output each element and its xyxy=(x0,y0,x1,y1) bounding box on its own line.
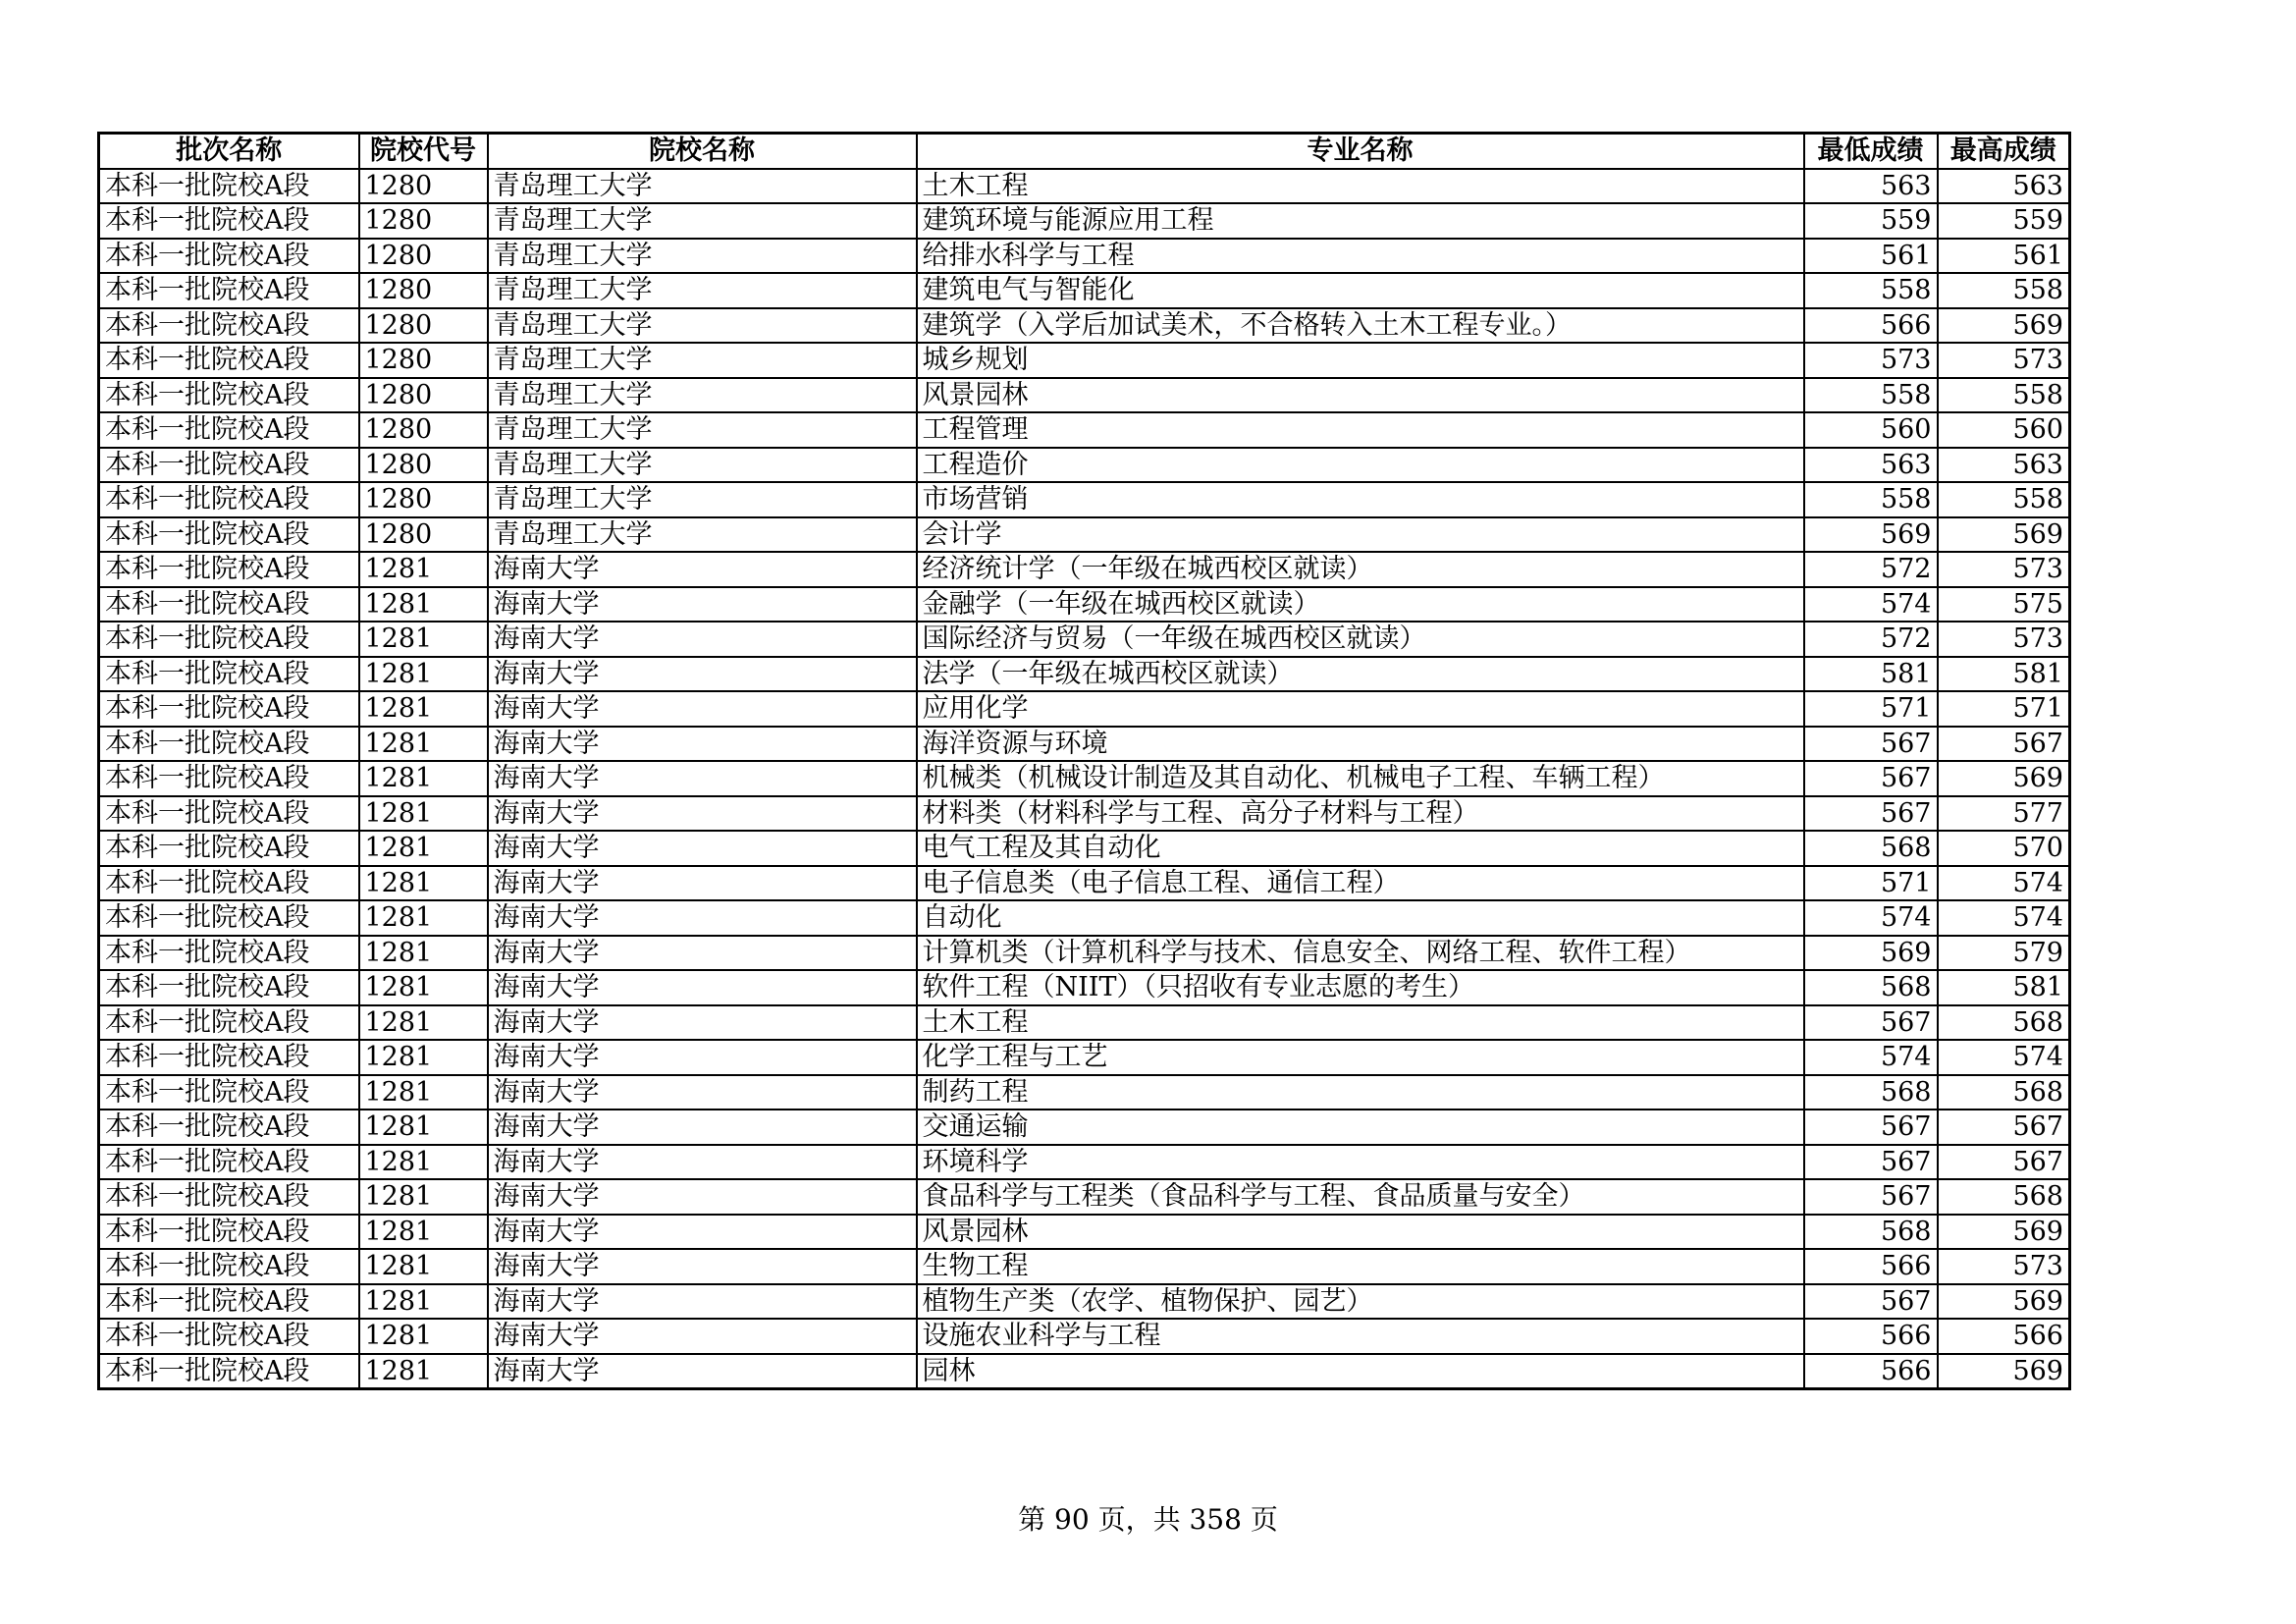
major-name-cell: 金融学（一年级在城西校区就读） xyxy=(917,587,1804,623)
max-score-cell: 569 xyxy=(1938,761,2070,796)
table-row xyxy=(99,273,2070,308)
max-score-cell: 567 xyxy=(1938,1145,2070,1180)
major-name-cell: 土木工程 xyxy=(917,1005,1804,1041)
batch-name-cell: 本科一批院校A段 xyxy=(99,1145,359,1180)
batch-name-cell: 本科一批院校A段 xyxy=(99,831,359,866)
min-score-cell: 566 xyxy=(1804,1354,1938,1389)
school-code-cell: 1280 xyxy=(359,448,488,483)
school-name-cell: 海南大学 xyxy=(488,1075,917,1110)
table-row xyxy=(99,482,2070,517)
batch-name-cell: 本科一批院校A段 xyxy=(99,796,359,832)
max-score-cell: 571 xyxy=(1938,691,2070,727)
school-name-cell: 海南大学 xyxy=(488,657,917,692)
school-name-cell: 海南大学 xyxy=(488,1110,917,1145)
max-score-cell: 568 xyxy=(1938,1075,2070,1110)
school-name-cell: 青岛理工大学 xyxy=(488,203,917,239)
admission-score-table xyxy=(97,132,2071,1390)
max-score-cell: 575 xyxy=(1938,587,2070,623)
school-name-cell: 海南大学 xyxy=(488,900,917,936)
batch-name-cell: 本科一批院校A段 xyxy=(99,552,359,587)
table-row xyxy=(99,1179,2070,1215)
major-name-cell: 经济统计学（一年级在城西校区就读） xyxy=(917,552,1804,587)
max-score-cell: 581 xyxy=(1938,657,2070,692)
max-score-cell: 558 xyxy=(1938,273,2070,308)
table-row xyxy=(99,691,2070,727)
min-score-cell: 567 xyxy=(1804,1145,1938,1180)
major-name-cell: 交通运输 xyxy=(917,1110,1804,1145)
max-score-cell: 574 xyxy=(1938,1040,2070,1075)
col-header-major-name: 专业名称 xyxy=(917,134,1804,169)
page-number-footer: 第 90 页，共 358 页 xyxy=(1018,1503,1278,1536)
min-score-cell: 563 xyxy=(1804,169,1938,204)
table-row xyxy=(99,900,2070,936)
major-name-cell: 建筑环境与能源应用工程 xyxy=(917,203,1804,239)
table-row xyxy=(99,517,2070,553)
min-score-cell: 566 xyxy=(1804,1319,1938,1354)
major-name-cell: 应用化学 xyxy=(917,691,1804,727)
major-name-cell: 植物生产类（农学、植物保护、园艺） xyxy=(917,1284,1804,1320)
major-name-cell: 化学工程与工艺 xyxy=(917,1040,1804,1075)
school-code-cell: 1281 xyxy=(359,1005,488,1041)
table-row xyxy=(99,622,2070,657)
min-score-cell: 581 xyxy=(1804,657,1938,692)
school-code-cell: 1281 xyxy=(359,1284,488,1320)
school-code-cell: 1281 xyxy=(359,1040,488,1075)
major-name-cell: 机械类（机械设计制造及其自动化、机械电子工程、车辆工程） xyxy=(917,761,1804,796)
school-code-cell: 1281 xyxy=(359,1145,488,1180)
school-code-cell: 1280 xyxy=(359,482,488,517)
batch-name-cell: 本科一批院校A段 xyxy=(99,691,359,727)
max-score-cell: 569 xyxy=(1938,1284,2070,1320)
table-row xyxy=(99,866,2070,901)
school-name-cell: 海南大学 xyxy=(488,552,917,587)
major-name-cell: 设施农业科学与工程 xyxy=(917,1319,1804,1354)
max-score-cell: 563 xyxy=(1938,169,2070,204)
table-row xyxy=(99,1249,2070,1284)
batch-name-cell: 本科一批院校A段 xyxy=(99,169,359,204)
min-score-cell: 574 xyxy=(1804,1040,1938,1075)
school-name-cell: 青岛理工大学 xyxy=(488,169,917,204)
batch-name-cell: 本科一批院校A段 xyxy=(99,1249,359,1284)
batch-name-cell: 本科一批院校A段 xyxy=(99,1215,359,1250)
school-name-cell: 海南大学 xyxy=(488,1249,917,1284)
max-score-cell: 570 xyxy=(1938,831,2070,866)
school-code-cell: 1281 xyxy=(359,831,488,866)
col-header-batch-name: 批次名称 xyxy=(99,134,359,169)
max-score-cell: 558 xyxy=(1938,378,2070,413)
table-row xyxy=(99,1284,2070,1320)
school-name-cell: 海南大学 xyxy=(488,1354,917,1389)
school-code-cell: 1280 xyxy=(359,169,488,204)
major-name-cell: 电气工程及其自动化 xyxy=(917,831,1804,866)
max-score-cell: 558 xyxy=(1938,482,2070,517)
min-score-cell: 567 xyxy=(1804,761,1938,796)
school-code-cell: 1281 xyxy=(359,1354,488,1389)
min-score-cell: 568 xyxy=(1804,831,1938,866)
min-score-cell: 567 xyxy=(1804,1110,1938,1145)
min-score-cell: 568 xyxy=(1804,1075,1938,1110)
col-header-school-name: 院校名称 xyxy=(488,134,917,169)
school-name-cell: 青岛理工大学 xyxy=(488,343,917,378)
school-name-cell: 海南大学 xyxy=(488,831,917,866)
major-name-cell: 风景园林 xyxy=(917,378,1804,413)
batch-name-cell: 本科一批院校A段 xyxy=(99,343,359,378)
min-score-cell: 559 xyxy=(1804,203,1938,239)
max-score-cell: 568 xyxy=(1938,1005,2070,1041)
school-name-cell: 海南大学 xyxy=(488,587,917,623)
school-code-cell: 1280 xyxy=(359,239,488,274)
max-score-cell: 559 xyxy=(1938,203,2070,239)
table-row xyxy=(99,727,2070,762)
table-row xyxy=(99,552,2070,587)
batch-name-cell: 本科一批院校A段 xyxy=(99,761,359,796)
batch-name-cell: 本科一批院校A段 xyxy=(99,517,359,553)
min-score-cell: 560 xyxy=(1804,412,1938,448)
min-score-cell: 566 xyxy=(1804,308,1938,344)
school-code-cell: 1280 xyxy=(359,517,488,553)
batch-name-cell: 本科一批院校A段 xyxy=(99,587,359,623)
batch-name-cell: 本科一批院校A段 xyxy=(99,622,359,657)
min-score-cell: 563 xyxy=(1804,448,1938,483)
school-code-cell: 1281 xyxy=(359,866,488,901)
min-score-cell: 574 xyxy=(1804,900,1938,936)
col-header-min-score: 最低成绩 xyxy=(1804,134,1938,169)
col-header-school-code: 院校代号 xyxy=(359,134,488,169)
school-code-cell: 1281 xyxy=(359,552,488,587)
batch-name-cell: 本科一批院校A段 xyxy=(99,1005,359,1041)
min-score-cell: 558 xyxy=(1804,482,1938,517)
table-row xyxy=(99,587,2070,623)
school-code-cell: 1280 xyxy=(359,273,488,308)
table-row xyxy=(99,1005,2070,1041)
major-name-cell: 材料类（材料科学与工程、高分子材料与工程） xyxy=(917,796,1804,832)
min-score-cell: 567 xyxy=(1804,796,1938,832)
max-score-cell: 581 xyxy=(1938,970,2070,1005)
major-name-cell: 土木工程 xyxy=(917,169,1804,204)
school-name-cell: 海南大学 xyxy=(488,936,917,971)
school-name-cell: 海南大学 xyxy=(488,1145,917,1180)
batch-name-cell: 本科一批院校A段 xyxy=(99,1354,359,1389)
min-score-cell: 573 xyxy=(1804,343,1938,378)
batch-name-cell: 本科一批院校A段 xyxy=(99,308,359,344)
major-name-cell: 法学（一年级在城西校区就读） xyxy=(917,657,1804,692)
max-score-cell: 567 xyxy=(1938,727,2070,762)
major-name-cell: 给排水科学与工程 xyxy=(917,239,1804,274)
major-name-cell: 食品科学与工程类（食品科学与工程、食品质量与安全） xyxy=(917,1179,1804,1215)
min-score-cell: 567 xyxy=(1804,1284,1938,1320)
batch-name-cell: 本科一批院校A段 xyxy=(99,900,359,936)
min-score-cell: 571 xyxy=(1804,866,1938,901)
major-name-cell: 风景园林 xyxy=(917,1215,1804,1250)
major-name-cell: 城乡规划 xyxy=(917,343,1804,378)
school-code-cell: 1281 xyxy=(359,1249,488,1284)
major-name-cell: 海洋资源与环境 xyxy=(917,727,1804,762)
max-score-cell: 573 xyxy=(1938,1249,2070,1284)
max-score-cell: 574 xyxy=(1938,900,2070,936)
school-name-cell: 青岛理工大学 xyxy=(488,308,917,344)
school-name-cell: 海南大学 xyxy=(488,970,917,1005)
major-name-cell: 制药工程 xyxy=(917,1075,1804,1110)
school-code-cell: 1281 xyxy=(359,936,488,971)
major-name-cell: 生物工程 xyxy=(917,1249,1804,1284)
batch-name-cell: 本科一批院校A段 xyxy=(99,1179,359,1215)
school-code-cell: 1281 xyxy=(359,900,488,936)
max-score-cell: 574 xyxy=(1938,866,2070,901)
school-code-cell: 1281 xyxy=(359,1215,488,1250)
table-row xyxy=(99,796,2070,832)
batch-name-cell: 本科一批院校A段 xyxy=(99,448,359,483)
school-code-cell: 1281 xyxy=(359,727,488,762)
school-name-cell: 青岛理工大学 xyxy=(488,412,917,448)
min-score-cell: 558 xyxy=(1804,273,1938,308)
max-score-cell: 573 xyxy=(1938,622,2070,657)
major-name-cell: 自动化 xyxy=(917,900,1804,936)
table-row xyxy=(99,448,2070,483)
school-code-cell: 1281 xyxy=(359,657,488,692)
max-score-cell: 577 xyxy=(1938,796,2070,832)
school-name-cell: 海南大学 xyxy=(488,1215,917,1250)
school-code-cell: 1281 xyxy=(359,1110,488,1145)
max-score-cell: 569 xyxy=(1938,517,2070,553)
batch-name-cell: 本科一批院校A段 xyxy=(99,866,359,901)
major-name-cell: 工程管理 xyxy=(917,412,1804,448)
school-name-cell: 青岛理工大学 xyxy=(488,239,917,274)
major-name-cell: 园林 xyxy=(917,1354,1804,1389)
batch-name-cell: 本科一批院校A段 xyxy=(99,936,359,971)
table-row xyxy=(99,412,2070,448)
table-header-row xyxy=(99,134,2070,169)
school-code-cell: 1281 xyxy=(359,1075,488,1110)
major-name-cell: 会计学 xyxy=(917,517,1804,553)
school-name-cell: 青岛理工大学 xyxy=(488,482,917,517)
school-name-cell: 海南大学 xyxy=(488,1284,917,1320)
school-code-cell: 1281 xyxy=(359,1319,488,1354)
batch-name-cell: 本科一批院校A段 xyxy=(99,1075,359,1110)
major-name-cell: 建筑学（入学后加试美术，不合格转入土木工程专业。） xyxy=(917,308,1804,344)
batch-name-cell: 本科一批院校A段 xyxy=(99,239,359,274)
batch-name-cell: 本科一批院校A段 xyxy=(99,657,359,692)
min-score-cell: 574 xyxy=(1804,587,1938,623)
school-code-cell: 1281 xyxy=(359,970,488,1005)
school-name-cell: 海南大学 xyxy=(488,1179,917,1215)
table-row xyxy=(99,936,2070,971)
col-header-max-score: 最高成绩 xyxy=(1938,134,2070,169)
school-name-cell: 海南大学 xyxy=(488,727,917,762)
major-name-cell: 工程造价 xyxy=(917,448,1804,483)
batch-name-cell: 本科一批院校A段 xyxy=(99,273,359,308)
major-name-cell: 电子信息类（电子信息工程、通信工程） xyxy=(917,866,1804,901)
school-name-cell: 海南大学 xyxy=(488,691,917,727)
table-row xyxy=(99,343,2070,378)
school-code-cell: 1281 xyxy=(359,587,488,623)
min-score-cell: 568 xyxy=(1804,1215,1938,1250)
school-name-cell: 海南大学 xyxy=(488,866,917,901)
min-score-cell: 561 xyxy=(1804,239,1938,274)
batch-name-cell: 本科一批院校A段 xyxy=(99,1110,359,1145)
max-score-cell: 569 xyxy=(1938,308,2070,344)
school-name-cell: 海南大学 xyxy=(488,622,917,657)
major-name-cell: 环境科学 xyxy=(917,1145,1804,1180)
max-score-cell: 568 xyxy=(1938,1179,2070,1215)
table-row xyxy=(99,1110,2070,1145)
school-code-cell: 1280 xyxy=(359,378,488,413)
batch-name-cell: 本科一批院校A段 xyxy=(99,482,359,517)
school-code-cell: 1281 xyxy=(359,622,488,657)
school-code-cell: 1281 xyxy=(359,1179,488,1215)
min-score-cell: 569 xyxy=(1804,936,1938,971)
school-name-cell: 青岛理工大学 xyxy=(488,448,917,483)
batch-name-cell: 本科一批院校A段 xyxy=(99,203,359,239)
min-score-cell: 567 xyxy=(1804,727,1938,762)
school-name-cell: 海南大学 xyxy=(488,1319,917,1354)
table-row xyxy=(99,831,2070,866)
batch-name-cell: 本科一批院校A段 xyxy=(99,1284,359,1320)
batch-name-cell: 本科一批院校A段 xyxy=(99,727,359,762)
school-code-cell: 1280 xyxy=(359,308,488,344)
min-score-cell: 572 xyxy=(1804,622,1938,657)
school-name-cell: 海南大学 xyxy=(488,1005,917,1041)
min-score-cell: 567 xyxy=(1804,1179,1938,1215)
major-name-cell: 软件工程（NIIT）（只招收有专业志愿的考生） xyxy=(917,970,1804,1005)
min-score-cell: 568 xyxy=(1804,970,1938,1005)
school-code-cell: 1281 xyxy=(359,796,488,832)
batch-name-cell: 本科一批院校A段 xyxy=(99,1319,359,1354)
school-code-cell: 1280 xyxy=(359,203,488,239)
max-score-cell: 563 xyxy=(1938,448,2070,483)
max-score-cell: 573 xyxy=(1938,343,2070,378)
table-row xyxy=(99,378,2070,413)
school-name-cell: 海南大学 xyxy=(488,796,917,832)
table-row xyxy=(99,657,2070,692)
table-row xyxy=(99,1075,2070,1110)
table-row xyxy=(99,1354,2070,1389)
school-code-cell: 1280 xyxy=(359,343,488,378)
school-name-cell: 海南大学 xyxy=(488,1040,917,1075)
school-code-cell: 1281 xyxy=(359,761,488,796)
school-name-cell: 青岛理工大学 xyxy=(488,273,917,308)
max-score-cell: 567 xyxy=(1938,1110,2070,1145)
school-name-cell: 青岛理工大学 xyxy=(488,378,917,413)
table-row xyxy=(99,203,2070,239)
batch-name-cell: 本科一批院校A段 xyxy=(99,412,359,448)
max-score-cell: 561 xyxy=(1938,239,2070,274)
batch-name-cell: 本科一批院校A段 xyxy=(99,378,359,413)
major-name-cell: 市场营销 xyxy=(917,482,1804,517)
school-name-cell: 海南大学 xyxy=(488,761,917,796)
max-score-cell: 579 xyxy=(1938,936,2070,971)
min-score-cell: 571 xyxy=(1804,691,1938,727)
min-score-cell: 566 xyxy=(1804,1249,1938,1284)
min-score-cell: 558 xyxy=(1804,378,1938,413)
table-row xyxy=(99,308,2070,344)
min-score-cell: 572 xyxy=(1804,552,1938,587)
table-row xyxy=(99,169,2070,204)
school-code-cell: 1281 xyxy=(359,691,488,727)
major-name-cell: 国际经济与贸易（一年级在城西校区就读） xyxy=(917,622,1804,657)
max-score-cell: 560 xyxy=(1938,412,2070,448)
min-score-cell: 569 xyxy=(1804,517,1938,553)
table-row xyxy=(99,1215,2070,1250)
table-row xyxy=(99,1145,2070,1180)
table-row xyxy=(99,970,2070,1005)
table-row xyxy=(99,239,2070,274)
table-row xyxy=(99,761,2070,796)
max-score-cell: 569 xyxy=(1938,1354,2070,1389)
table-row xyxy=(99,1040,2070,1075)
school-name-cell: 青岛理工大学 xyxy=(488,517,917,553)
max-score-cell: 569 xyxy=(1938,1215,2070,1250)
table-row xyxy=(99,1319,2070,1354)
school-code-cell: 1280 xyxy=(359,412,488,448)
batch-name-cell: 本科一批院校A段 xyxy=(99,970,359,1005)
min-score-cell: 567 xyxy=(1804,1005,1938,1041)
major-name-cell: 计算机类（计算机科学与技术、信息安全、网络工程、软件工程） xyxy=(917,936,1804,971)
batch-name-cell: 本科一批院校A段 xyxy=(99,1040,359,1075)
major-name-cell: 建筑电气与智能化 xyxy=(917,273,1804,308)
max-score-cell: 566 xyxy=(1938,1319,2070,1354)
max-score-cell: 573 xyxy=(1938,552,2070,587)
